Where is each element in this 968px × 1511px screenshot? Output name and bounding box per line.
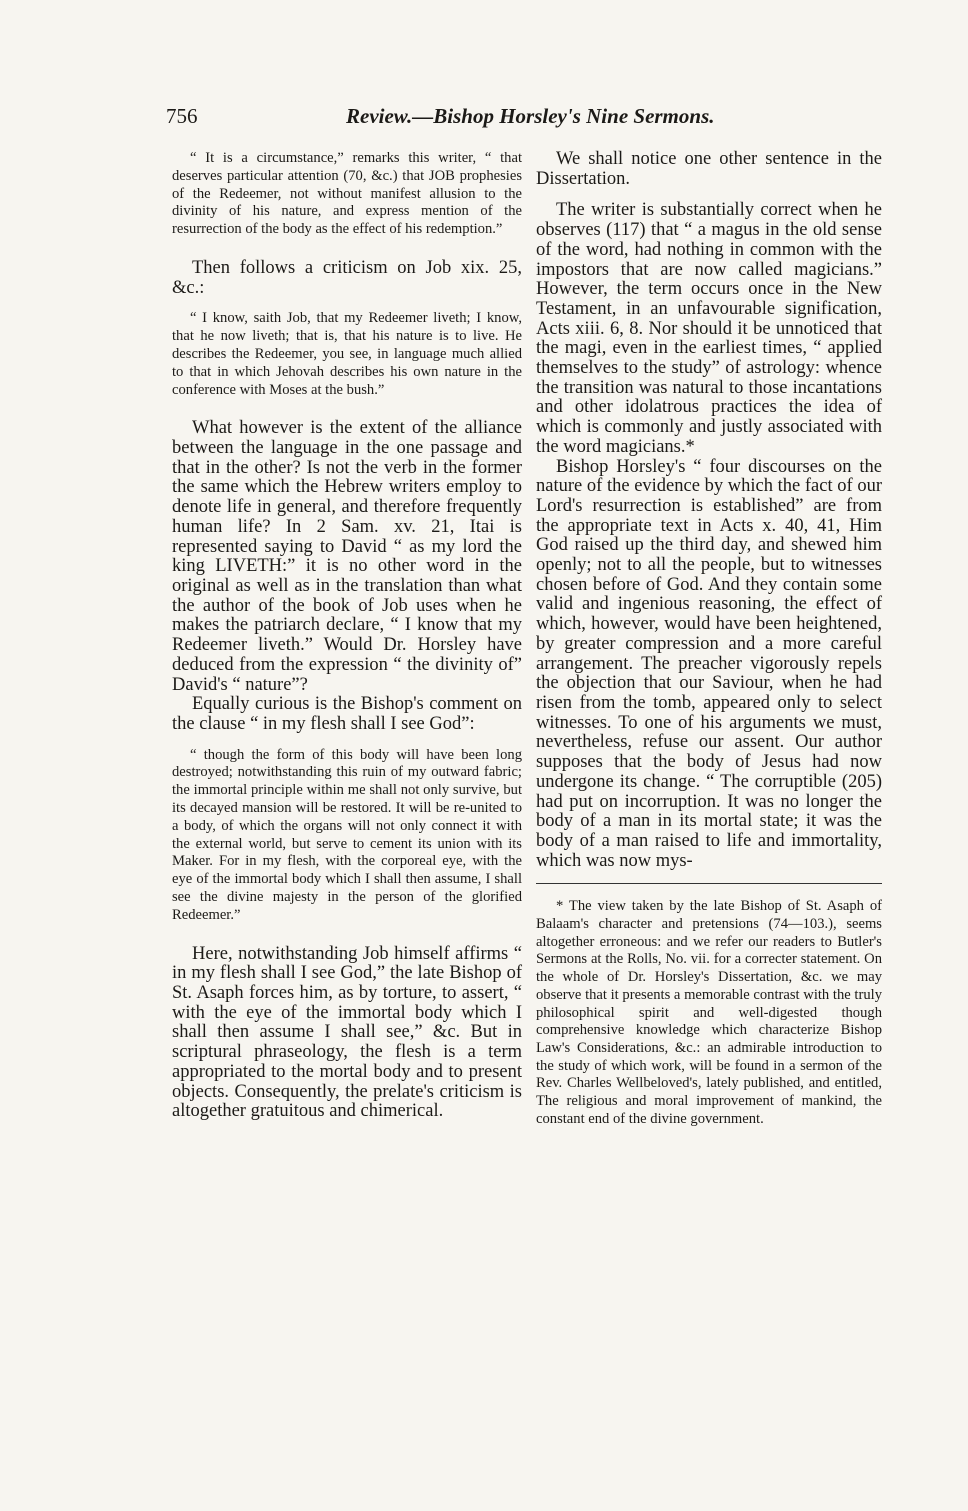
footnote-divider [536, 883, 882, 884]
paragraph-criticism-intro: Then follows a criticism on Job xix. 25, &c.: [172, 257, 522, 298]
quote-circumstance: “ It is a circumstance,” remarks this writer, “ that deserves particular attention (70, &c.) that JOB prophesies of the Redeemer, not without manifest allusion to the divinity of his nature, and express mention of the resurrection of the body as the effect of his redemption.” [172, 150, 522, 238]
running-title: Review.—Bishop Horsley's Nine Sermons. [346, 104, 715, 128]
footnote: * The view taken by the late Bishop of St. Asaph of Balaam's character and pretensions (74—103.), seems altogether erroneous: and we refer our readers to Butler's Sermons at the Rolls, No. vii. for a correcter statement. On the whole of Dr. Horsley's Dissertation, &c. we may observe that it presents a memorable contrast with the truly philosophical spirit and well-digested though comprehensive knowledge which characterize Bishop Law's Considerations, &c.: an admirable introduction to the study of which work, will be found in a sermon of the Rev. Charles Wellbeloved's, lately published, and entitled, The religious and moral improvement of mankind, the constant end of the divine government. [536, 898, 882, 1127]
quote-i-know: “ I know, saith Job, that my Redeemer liveth; I know, that he now liveth; that is, that his nature is to live. He describes the Redeemer, you see, in language much allied to that in which Jehovah describes his own nature in the conference with Moses at the bush.” [172, 310, 522, 398]
page-number: 756 [166, 104, 198, 128]
page-header [166, 104, 886, 134]
paragraph-equally-curious: Equally curious is the Bishop's comment on the clause “ in my flesh shall I see God”: [172, 694, 522, 734]
paragraph-magus: The writer is substantially correct when he observes (117) that “ a magus in the old sense of the word, had nothing in common with the impostors that are now called magicians.” However, the term occurs once in the New Testament, in an unfavourable signification, Acts xiii. 6, 8. Nor should it be unnoticed that the magi, even in the earliest times, “ applied themselves to the study” of astrology: whence the transition was natural to those incantations and other idolatrous practices the idea of which is commonly and justly associated with the word magicians.* [536, 200, 882, 457]
paragraph-notwithstanding: Here, notwithstanding Job himself affirms “ in my flesh shall I see God,” the late Bishop of St. Asaph forces him, as by torture, to assert, “ with the eye of the immortal body which I shall then assume I shall see,” &c. But in scriptural phraseology, the flesh is a term appropriated to the mortal body and to present objects. Consequently, the prelate's criticism is altogether gratuitous and chimerical. [172, 943, 522, 1122]
paragraph-extent-alliance: What however is the extent of the alliance between the language in the one passage and that in the other? Is not the verb in the former the same which the Hebrew writers employ to denote life in general, and therefore frequently human life? In 2 Sam. xv. 21, Itai is represented saying to David “ as my lord the king LIVETH:” it is no other word in the original as well as in the translation than what the author of the book of Job uses when he makes the patriarch declare, “ I know that my Redeemer liveth.” Would Dr. Horsley have deduced from the expression “ the divinity of” David's “ nature”? [172, 418, 522, 695]
paragraph-four-discourses: Bishop Horsley's “ four discourses on the nature of the evidence by which the fact of our Lord's resurrection is established” are from the appropriate text in Acts x. 40, 41, Him God raised up the third day, and shewed him openly; not to all the people, but to witnesses chosen before of God. And they contain some valid and ingenious reasoning, the effect of which, however, would have been heightened, by greater compression and a more careful arrangement. The preacher vigorously repels the objection that our Saviour, when he had risen from the tomb, appeared only to select witnesses. To one of his arguments we must, nevertheless, refuse our assent. Our author supposes that the body of Jesus had now undergone its change. “ The corruptible (205) had put on incorruption. It was no longer the body of a man in its mortal state; it was the body of a man raised to life and immortality, which was now mys- [536, 456, 882, 871]
right-column [536, 150, 882, 1128]
paragraph-one-other-sentence: We shall notice one other sentence in the Dissertation. [536, 149, 882, 189]
left-column [172, 150, 522, 1122]
quote-form-of-body: “ though the form of this body will have been long destroyed; notwithstanding this ruin of my outward fabric; the immortal principle within me shall not only survive, but its decayed mansion will be restored. It will be re-united to a body, of which the organs will not only connect it with the external world, but serve to cement its union with its Maker. For in my flesh, with the corporeal eye, with the eye of the immortal body which I shall then assume, I shall see the divine majesty in the person of the glorified Redeemer.” [172, 746, 522, 923]
